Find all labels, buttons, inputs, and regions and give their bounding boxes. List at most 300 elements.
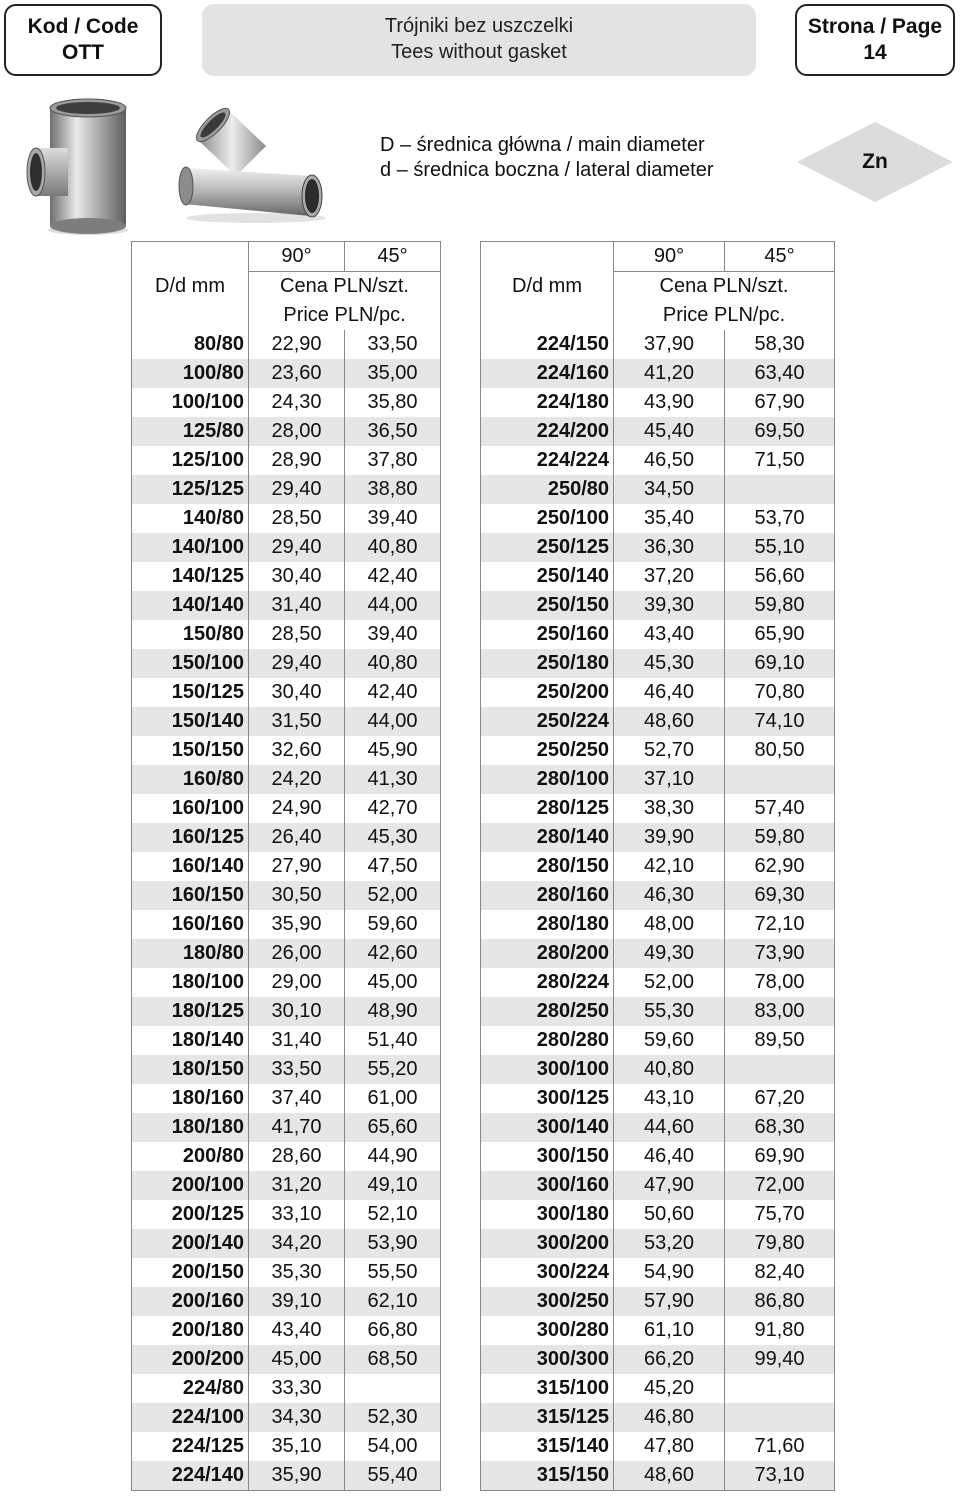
dimension-cell: 280/100 bbox=[481, 765, 614, 794]
dimension-cell: 224/80 bbox=[132, 1374, 249, 1403]
price-45-cell: 57,40 bbox=[725, 794, 835, 823]
dimension-cell: 180/80 bbox=[132, 939, 249, 968]
table-row bbox=[481, 475, 835, 504]
table-row bbox=[132, 1055, 441, 1084]
price-45-cell: 44,00 bbox=[345, 707, 441, 736]
price-90-cell: 41,20 bbox=[614, 359, 725, 388]
dimension-cell: 300/140 bbox=[481, 1113, 614, 1142]
price-header-english: Price PLN/pc. bbox=[614, 301, 835, 330]
dimension-cell: 150/150 bbox=[132, 736, 249, 765]
table-row bbox=[481, 823, 835, 852]
price-90-cell: 47,90 bbox=[614, 1171, 725, 1200]
table-row bbox=[132, 649, 441, 678]
table-row bbox=[132, 1258, 441, 1287]
dimension-cell: 140/100 bbox=[132, 533, 249, 562]
price-45-cell: 45,90 bbox=[345, 736, 441, 765]
price-90-cell: 48,60 bbox=[614, 707, 725, 736]
price-45-cell: 62,90 bbox=[725, 852, 835, 881]
dimension-cell: 100/100 bbox=[132, 388, 249, 417]
price-90-cell: 66,20 bbox=[614, 1345, 725, 1374]
price-header-english: Price PLN/pc. bbox=[249, 301, 441, 330]
price-90-cell: 27,90 bbox=[249, 852, 345, 881]
price-90-cell: 40,80 bbox=[614, 1055, 725, 1084]
table-row bbox=[132, 1113, 441, 1142]
price-45-cell: 47,50 bbox=[345, 852, 441, 881]
table-row bbox=[481, 1229, 835, 1258]
dimension-cell: 250/140 bbox=[481, 562, 614, 591]
dimension-cell: 300/224 bbox=[481, 1258, 614, 1287]
price-90-cell: 31,50 bbox=[249, 707, 345, 736]
price-90-cell: 37,40 bbox=[249, 1084, 345, 1113]
dimension-cell: 180/140 bbox=[132, 1026, 249, 1055]
price-90-cell: 28,50 bbox=[249, 620, 345, 649]
price-90-cell: 26,40 bbox=[249, 823, 345, 852]
dimension-cell: 224/224 bbox=[481, 446, 614, 475]
legend-main-diameter: D – średnica główna / main diameter bbox=[380, 134, 705, 156]
price-45-cell: 69,90 bbox=[725, 1142, 835, 1171]
table-row bbox=[481, 1142, 835, 1171]
dimension-cell: 200/160 bbox=[132, 1287, 249, 1316]
table-row bbox=[481, 1432, 835, 1461]
table-row bbox=[481, 852, 835, 881]
price-90-cell: 24,20 bbox=[249, 765, 345, 794]
dimension-cell: 200/125 bbox=[132, 1200, 249, 1229]
price-90-cell: 31,40 bbox=[249, 591, 345, 620]
dimension-cell: 250/200 bbox=[481, 678, 614, 707]
dimension-cell: 300/100 bbox=[481, 1055, 614, 1084]
price-90-cell: 22,90 bbox=[249, 330, 345, 359]
header-row bbox=[481, 242, 835, 272]
price-45-cell: 68,50 bbox=[345, 1345, 441, 1374]
table-row bbox=[481, 1113, 835, 1142]
price-45-cell: 55,50 bbox=[345, 1258, 441, 1287]
price-45-cell: 63,40 bbox=[725, 359, 835, 388]
dimension-cell: 280/150 bbox=[481, 852, 614, 881]
product-code-box bbox=[4, 4, 162, 76]
table-row bbox=[481, 330, 835, 359]
price-45-cell bbox=[345, 1374, 441, 1403]
price-90-cell: 45,30 bbox=[614, 649, 725, 678]
dimension-cell: 280/160 bbox=[481, 881, 614, 910]
price-90-cell: 46,40 bbox=[614, 1142, 725, 1171]
price-45-cell: 41,30 bbox=[345, 765, 441, 794]
table-row bbox=[132, 475, 441, 504]
dimension-cell: 180/100 bbox=[132, 968, 249, 997]
table-row bbox=[132, 417, 441, 446]
dimension-cell: 300/300 bbox=[481, 1345, 614, 1374]
dimension-cell: 250/250 bbox=[481, 736, 614, 765]
dimension-cell: 200/80 bbox=[132, 1142, 249, 1171]
dimension-cell: 300/180 bbox=[481, 1200, 614, 1229]
price-90-cell: 33,10 bbox=[249, 1200, 345, 1229]
price-90-cell: 46,30 bbox=[614, 881, 725, 910]
price-45-cell: 69,50 bbox=[725, 417, 835, 446]
table-row bbox=[132, 1403, 441, 1432]
price-90-cell: 49,30 bbox=[614, 939, 725, 968]
table-row bbox=[481, 1374, 835, 1403]
dimension-cell: 160/125 bbox=[132, 823, 249, 852]
price-45-cell: 44,00 bbox=[345, 591, 441, 620]
price-90-cell: 29,40 bbox=[249, 475, 345, 504]
dimension-cell: 125/100 bbox=[132, 446, 249, 475]
header-row bbox=[132, 242, 441, 272]
price-45-cell bbox=[725, 1055, 835, 1084]
table-row bbox=[132, 620, 441, 649]
price-90-cell: 31,20 bbox=[249, 1171, 345, 1200]
dimension-cell: 315/125 bbox=[481, 1403, 614, 1432]
legend-lateral-diameter: d – średnica boczna / lateral diameter bbox=[380, 159, 714, 181]
angle-45-header: 45° bbox=[725, 242, 835, 272]
table-row bbox=[132, 881, 441, 910]
dimension-cell: 300/150 bbox=[481, 1142, 614, 1171]
dimension-cell: 180/160 bbox=[132, 1084, 249, 1113]
price-90-cell: 38,30 bbox=[614, 794, 725, 823]
price-header-polish: Cena PLN/szt. bbox=[614, 272, 835, 302]
dimension-cell: 280/180 bbox=[481, 910, 614, 939]
table-row bbox=[481, 678, 835, 707]
title-polish: Trójniki bez uszczelki bbox=[384, 15, 574, 37]
table-row bbox=[481, 997, 835, 1026]
table-row bbox=[132, 1287, 441, 1316]
price-90-cell: 34,30 bbox=[249, 1403, 345, 1432]
table-row bbox=[481, 562, 835, 591]
page-label: Strona / Page bbox=[807, 15, 943, 38]
price-45-cell: 48,90 bbox=[345, 997, 441, 1026]
price-90-cell: 43,40 bbox=[614, 620, 725, 649]
dimension-cell: 250/80 bbox=[481, 475, 614, 504]
price-45-cell: 52,00 bbox=[345, 881, 441, 910]
price-45-cell: 67,90 bbox=[725, 388, 835, 417]
dimension-cell: 224/100 bbox=[132, 1403, 249, 1432]
price-45-cell: 42,40 bbox=[345, 678, 441, 707]
price-45-cell: 59,80 bbox=[725, 823, 835, 852]
price-90-cell: 35,10 bbox=[249, 1432, 345, 1461]
price-90-cell: 45,00 bbox=[249, 1345, 345, 1374]
dimension-cell: 80/80 bbox=[132, 330, 249, 359]
price-45-cell: 42,60 bbox=[345, 939, 441, 968]
table-row bbox=[481, 446, 835, 475]
price-90-cell: 23,60 bbox=[249, 359, 345, 388]
dimension-cell: 280/200 bbox=[481, 939, 614, 968]
price-90-cell: 43,40 bbox=[249, 1316, 345, 1345]
angle-45-header: 45° bbox=[345, 242, 441, 272]
price-45-cell: 37,80 bbox=[345, 446, 441, 475]
price-45-cell: 58,30 bbox=[725, 330, 835, 359]
table-row bbox=[132, 1026, 441, 1055]
dimension-cell: 150/125 bbox=[132, 678, 249, 707]
table-row bbox=[132, 1200, 441, 1229]
price-45-cell: 40,80 bbox=[345, 533, 441, 562]
dimension-cell: 250/100 bbox=[481, 504, 614, 533]
dimension-cell: 250/180 bbox=[481, 649, 614, 678]
price-90-cell: 26,00 bbox=[249, 939, 345, 968]
table-row bbox=[132, 388, 441, 417]
table-row bbox=[132, 1084, 441, 1113]
diameter-legend bbox=[380, 133, 714, 183]
price-45-cell: 66,80 bbox=[345, 1316, 441, 1345]
price-45-cell bbox=[725, 475, 835, 504]
price-45-cell: 72,00 bbox=[725, 1171, 835, 1200]
table-row bbox=[132, 678, 441, 707]
table-row bbox=[132, 330, 441, 359]
dimension-cell: 160/140 bbox=[132, 852, 249, 881]
price-90-cell: 24,30 bbox=[249, 388, 345, 417]
table-row bbox=[132, 359, 441, 388]
table-row bbox=[132, 562, 441, 591]
price-90-cell: 41,70 bbox=[249, 1113, 345, 1142]
table-row bbox=[132, 1345, 441, 1374]
dimension-cell: 125/125 bbox=[132, 475, 249, 504]
dimension-cell: 315/150 bbox=[481, 1461, 614, 1491]
table-row bbox=[481, 1461, 835, 1491]
price-45-cell: 73,10 bbox=[725, 1461, 835, 1491]
dimension-cell: 200/180 bbox=[132, 1316, 249, 1345]
dimension-cell: 280/140 bbox=[481, 823, 614, 852]
dimension-cell: 180/125 bbox=[132, 997, 249, 1026]
price-45-cell: 53,70 bbox=[725, 504, 835, 533]
table-row bbox=[481, 620, 835, 649]
price-45-cell: 45,30 bbox=[345, 823, 441, 852]
dimension-cell: 100/80 bbox=[132, 359, 249, 388]
dimension-cell: 140/80 bbox=[132, 504, 249, 533]
dimension-cell: 250/150 bbox=[481, 591, 614, 620]
table-row bbox=[132, 1461, 441, 1491]
price-45-cell: 83,00 bbox=[725, 997, 835, 1026]
price-90-cell: 47,80 bbox=[614, 1432, 725, 1461]
table-row bbox=[132, 968, 441, 997]
finish-badge bbox=[795, 120, 955, 204]
price-90-cell: 61,10 bbox=[614, 1316, 725, 1345]
table-row bbox=[481, 881, 835, 910]
table-row bbox=[481, 1084, 835, 1113]
dimension-cell: 224/125 bbox=[132, 1432, 249, 1461]
dimension-cell: 160/100 bbox=[132, 794, 249, 823]
price-45-cell: 35,00 bbox=[345, 359, 441, 388]
table-row bbox=[481, 1026, 835, 1055]
price-90-cell: 28,60 bbox=[249, 1142, 345, 1171]
table-row bbox=[132, 707, 441, 736]
price-45-cell: 78,00 bbox=[725, 968, 835, 997]
table-row bbox=[132, 446, 441, 475]
table-row bbox=[132, 1316, 441, 1345]
price-90-cell: 39,90 bbox=[614, 823, 725, 852]
tee-90-image bbox=[26, 96, 136, 236]
table-row bbox=[132, 1374, 441, 1403]
tee-45-image bbox=[170, 92, 338, 224]
price-90-cell: 48,60 bbox=[614, 1461, 725, 1491]
price-90-cell: 48,00 bbox=[614, 910, 725, 939]
price-90-cell: 52,70 bbox=[614, 736, 725, 765]
price-45-cell: 99,40 bbox=[725, 1345, 835, 1374]
price-90-cell: 35,40 bbox=[614, 504, 725, 533]
price-90-cell: 57,90 bbox=[614, 1287, 725, 1316]
price-45-cell: 80,50 bbox=[725, 736, 835, 765]
dimension-cell: 224/200 bbox=[481, 417, 614, 446]
price-45-cell bbox=[725, 765, 835, 794]
dimension-header: D/d mm bbox=[132, 242, 249, 331]
price-45-cell: 52,10 bbox=[345, 1200, 441, 1229]
price-90-cell: 30,40 bbox=[249, 562, 345, 591]
price-90-cell: 30,50 bbox=[249, 881, 345, 910]
price-45-cell: 82,40 bbox=[725, 1258, 835, 1287]
table-row bbox=[481, 504, 835, 533]
angle-90-header: 90° bbox=[249, 242, 345, 272]
price-45-cell: 39,40 bbox=[345, 620, 441, 649]
dimension-cell: 250/160 bbox=[481, 620, 614, 649]
dimension-cell: 300/160 bbox=[481, 1171, 614, 1200]
price-90-cell: 28,50 bbox=[249, 504, 345, 533]
table-row bbox=[481, 417, 835, 446]
price-header-polish: Cena PLN/szt. bbox=[249, 272, 441, 302]
price-90-cell: 34,50 bbox=[614, 475, 725, 504]
price-45-cell: 45,00 bbox=[345, 968, 441, 997]
dimension-cell: 200/140 bbox=[132, 1229, 249, 1258]
table-row bbox=[132, 939, 441, 968]
price-90-cell: 28,00 bbox=[249, 417, 345, 446]
price-90-cell: 24,90 bbox=[249, 794, 345, 823]
table-row bbox=[481, 1055, 835, 1084]
table-row bbox=[132, 1432, 441, 1461]
price-90-cell: 29,00 bbox=[249, 968, 345, 997]
price-90-cell: 46,50 bbox=[614, 446, 725, 475]
table-row bbox=[481, 1171, 835, 1200]
price-90-cell: 35,30 bbox=[249, 1258, 345, 1287]
price-90-cell: 29,40 bbox=[249, 533, 345, 562]
price-90-cell: 52,00 bbox=[614, 968, 725, 997]
table-row bbox=[132, 504, 441, 533]
dimension-cell: 300/250 bbox=[481, 1287, 614, 1316]
dimension-cell: 224/150 bbox=[481, 330, 614, 359]
price-90-cell: 59,60 bbox=[614, 1026, 725, 1055]
price-45-cell: 71,50 bbox=[725, 446, 835, 475]
table-row bbox=[481, 910, 835, 939]
dimension-cell: 224/160 bbox=[481, 359, 614, 388]
table-row bbox=[481, 794, 835, 823]
price-45-cell: 72,10 bbox=[725, 910, 835, 939]
price-90-cell: 39,10 bbox=[249, 1287, 345, 1316]
price-90-cell: 39,30 bbox=[614, 591, 725, 620]
table-row bbox=[132, 533, 441, 562]
table-row bbox=[481, 591, 835, 620]
table-row bbox=[132, 823, 441, 852]
table-row bbox=[132, 591, 441, 620]
price-90-cell: 43,10 bbox=[614, 1084, 725, 1113]
table-row bbox=[481, 1345, 835, 1374]
table-row bbox=[132, 1142, 441, 1171]
dimension-header: D/d mm bbox=[481, 242, 614, 331]
price-45-cell: 91,80 bbox=[725, 1316, 835, 1345]
dimension-cell: 280/250 bbox=[481, 997, 614, 1026]
code-label: Kod / Code bbox=[27, 15, 139, 38]
dimension-cell: 180/180 bbox=[132, 1113, 249, 1142]
price-45-cell: 68,30 bbox=[725, 1113, 835, 1142]
price-90-cell: 33,50 bbox=[249, 1055, 345, 1084]
price-45-cell: 75,70 bbox=[725, 1200, 835, 1229]
page-title-box bbox=[202, 4, 756, 76]
page-number: 14 bbox=[863, 41, 887, 64]
dimension-cell: 180/150 bbox=[132, 1055, 249, 1084]
dimension-cell: 150/140 bbox=[132, 707, 249, 736]
dimension-cell: 200/200 bbox=[132, 1345, 249, 1374]
price-45-cell: 65,90 bbox=[725, 620, 835, 649]
price-90-cell: 46,40 bbox=[614, 678, 725, 707]
price-45-cell: 89,50 bbox=[725, 1026, 835, 1055]
dimension-cell: 125/80 bbox=[132, 417, 249, 446]
table-row bbox=[132, 736, 441, 765]
table-row bbox=[132, 852, 441, 881]
dimension-cell: 315/100 bbox=[481, 1374, 614, 1403]
price-90-cell: 30,40 bbox=[249, 678, 345, 707]
price-45-cell: 38,80 bbox=[345, 475, 441, 504]
table-row bbox=[481, 649, 835, 678]
price-90-cell: 35,90 bbox=[249, 910, 345, 939]
table-row bbox=[481, 1200, 835, 1229]
price-45-cell: 62,10 bbox=[345, 1287, 441, 1316]
price-90-cell: 42,10 bbox=[614, 852, 725, 881]
price-45-cell: 70,80 bbox=[725, 678, 835, 707]
table-row bbox=[481, 1287, 835, 1316]
price-45-cell: 67,20 bbox=[725, 1084, 835, 1113]
code-value: OTT bbox=[62, 41, 104, 64]
dimension-cell: 300/200 bbox=[481, 1229, 614, 1258]
price-90-cell: 33,30 bbox=[249, 1374, 345, 1403]
dimension-cell: 200/150 bbox=[132, 1258, 249, 1287]
price-90-cell: 54,90 bbox=[614, 1258, 725, 1287]
price-90-cell: 29,40 bbox=[249, 649, 345, 678]
table-row bbox=[481, 1403, 835, 1432]
table-row bbox=[132, 997, 441, 1026]
price-90-cell: 36,30 bbox=[614, 533, 725, 562]
price-90-cell: 50,60 bbox=[614, 1200, 725, 1229]
price-45-cell: 42,40 bbox=[345, 562, 441, 591]
price-45-cell: 65,60 bbox=[345, 1113, 441, 1142]
price-45-cell: 73,90 bbox=[725, 939, 835, 968]
price-45-cell: 44,90 bbox=[345, 1142, 441, 1171]
price-45-cell: 86,80 bbox=[725, 1287, 835, 1316]
price-45-cell: 69,10 bbox=[725, 649, 835, 678]
table-row bbox=[132, 910, 441, 939]
price-45-cell: 71,60 bbox=[725, 1432, 835, 1461]
price-45-cell: 59,60 bbox=[345, 910, 441, 939]
price-45-cell: 53,90 bbox=[345, 1229, 441, 1258]
price-90-cell: 45,20 bbox=[614, 1374, 725, 1403]
angle-90-header: 90° bbox=[614, 242, 725, 272]
dimension-cell: 224/140 bbox=[132, 1461, 249, 1491]
dimension-cell: 300/125 bbox=[481, 1084, 614, 1113]
price-90-cell: 43,90 bbox=[614, 388, 725, 417]
price-45-cell: 69,30 bbox=[725, 881, 835, 910]
price-90-cell: 31,40 bbox=[249, 1026, 345, 1055]
price-90-cell: 30,10 bbox=[249, 997, 345, 1026]
dimension-cell: 200/100 bbox=[132, 1171, 249, 1200]
price-45-cell: 42,70 bbox=[345, 794, 441, 823]
price-45-cell: 52,30 bbox=[345, 1403, 441, 1432]
table-row bbox=[481, 707, 835, 736]
price-45-cell: 56,60 bbox=[725, 562, 835, 591]
dimension-cell: 280/280 bbox=[481, 1026, 614, 1055]
price-45-cell: 55,10 bbox=[725, 533, 835, 562]
dimension-cell: 224/180 bbox=[481, 388, 614, 417]
dimension-cell: 160/150 bbox=[132, 881, 249, 910]
dimension-cell: 300/280 bbox=[481, 1316, 614, 1345]
price-45-cell: 39,40 bbox=[345, 504, 441, 533]
price-45-cell: 61,00 bbox=[345, 1084, 441, 1113]
table-row bbox=[481, 765, 835, 794]
price-45-cell: 36,50 bbox=[345, 417, 441, 446]
price-45-cell: 55,20 bbox=[345, 1055, 441, 1084]
table-row bbox=[481, 939, 835, 968]
table-row bbox=[481, 1316, 835, 1345]
